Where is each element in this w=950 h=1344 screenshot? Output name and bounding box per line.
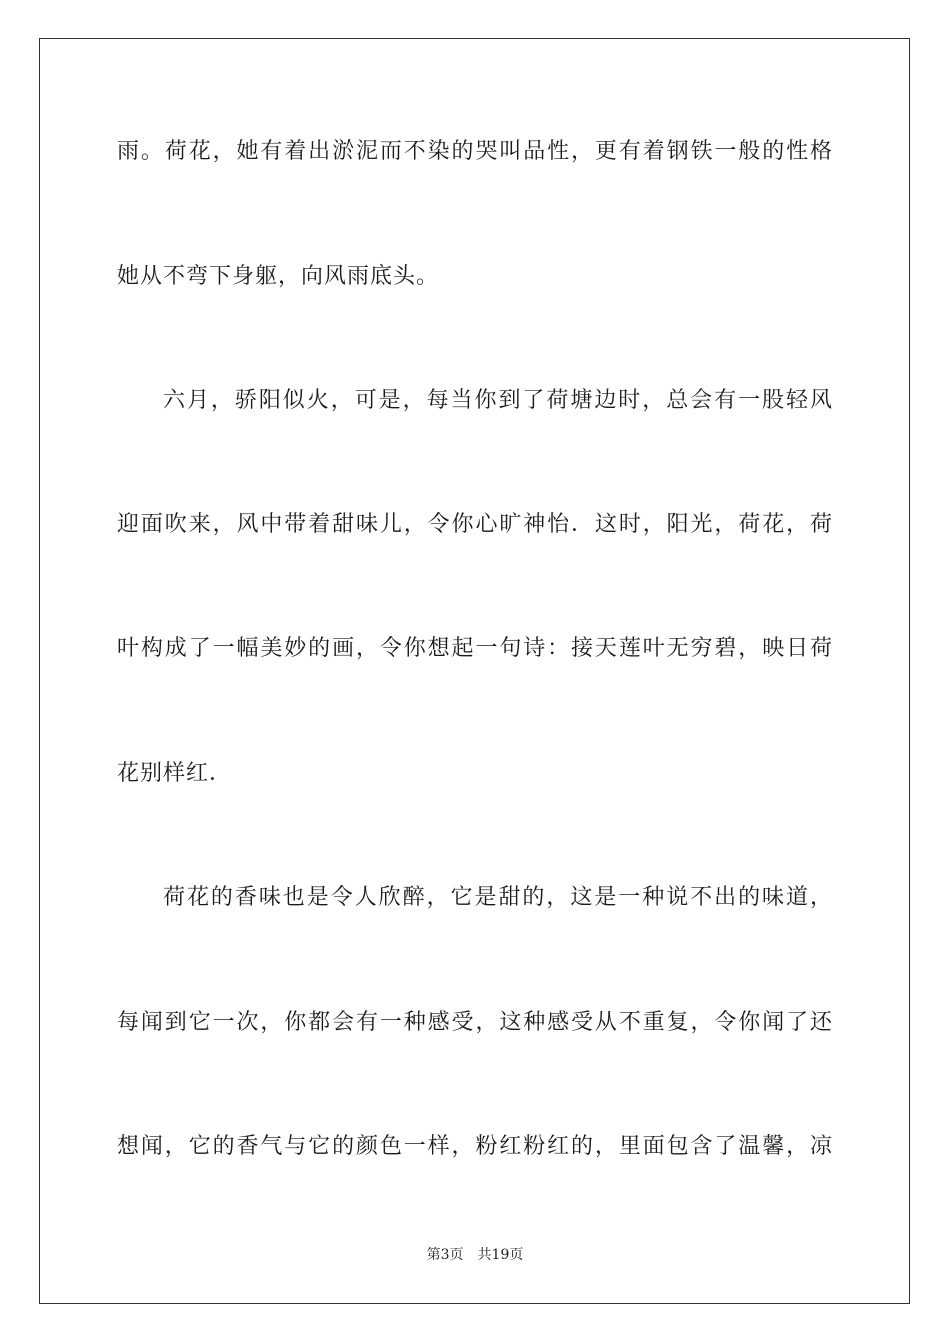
body-text-line: 迎面吹来，风中带着甜味儿，令你心旷神怡．这时，阳光，荷花，荷 [117,512,833,537]
body-text-line: 六月，骄阳似火，可是，每当你到了荷塘边时，总会有一股轻风 [163,388,833,413]
body-text-line: 每闻到它一次，你都会有一种感受，这种感受从不重复，令你闻了还 [117,1010,833,1035]
body-text-line: 花别样红． [117,761,233,786]
body-text-line: 雨。荷花，她有着出淤泥而不染的哭叫品性，更有着钢铁一般的性格 [117,139,833,164]
body-text-line: 荷花的香味也是令人欣醉，它是甜的，这是一种说不出的味道， [163,885,833,910]
page-total: 共19页 [477,1247,524,1263]
body-text-line: 想闻，它的香气与它的颜色一样，粉红粉红的，里面包含了温馨，凉 [117,1134,833,1159]
page-frame [39,38,910,1304]
body-text-line: 叶构成了一幅美妙的画，令你想起一句诗：接天莲叶无穷碧，映日荷 [117,636,833,661]
page-number: 第3页 [426,1247,464,1263]
body-text-line: 她从不弯下身躯，向风雨底头。 [117,264,440,289]
page-footer [0,1245,950,1265]
